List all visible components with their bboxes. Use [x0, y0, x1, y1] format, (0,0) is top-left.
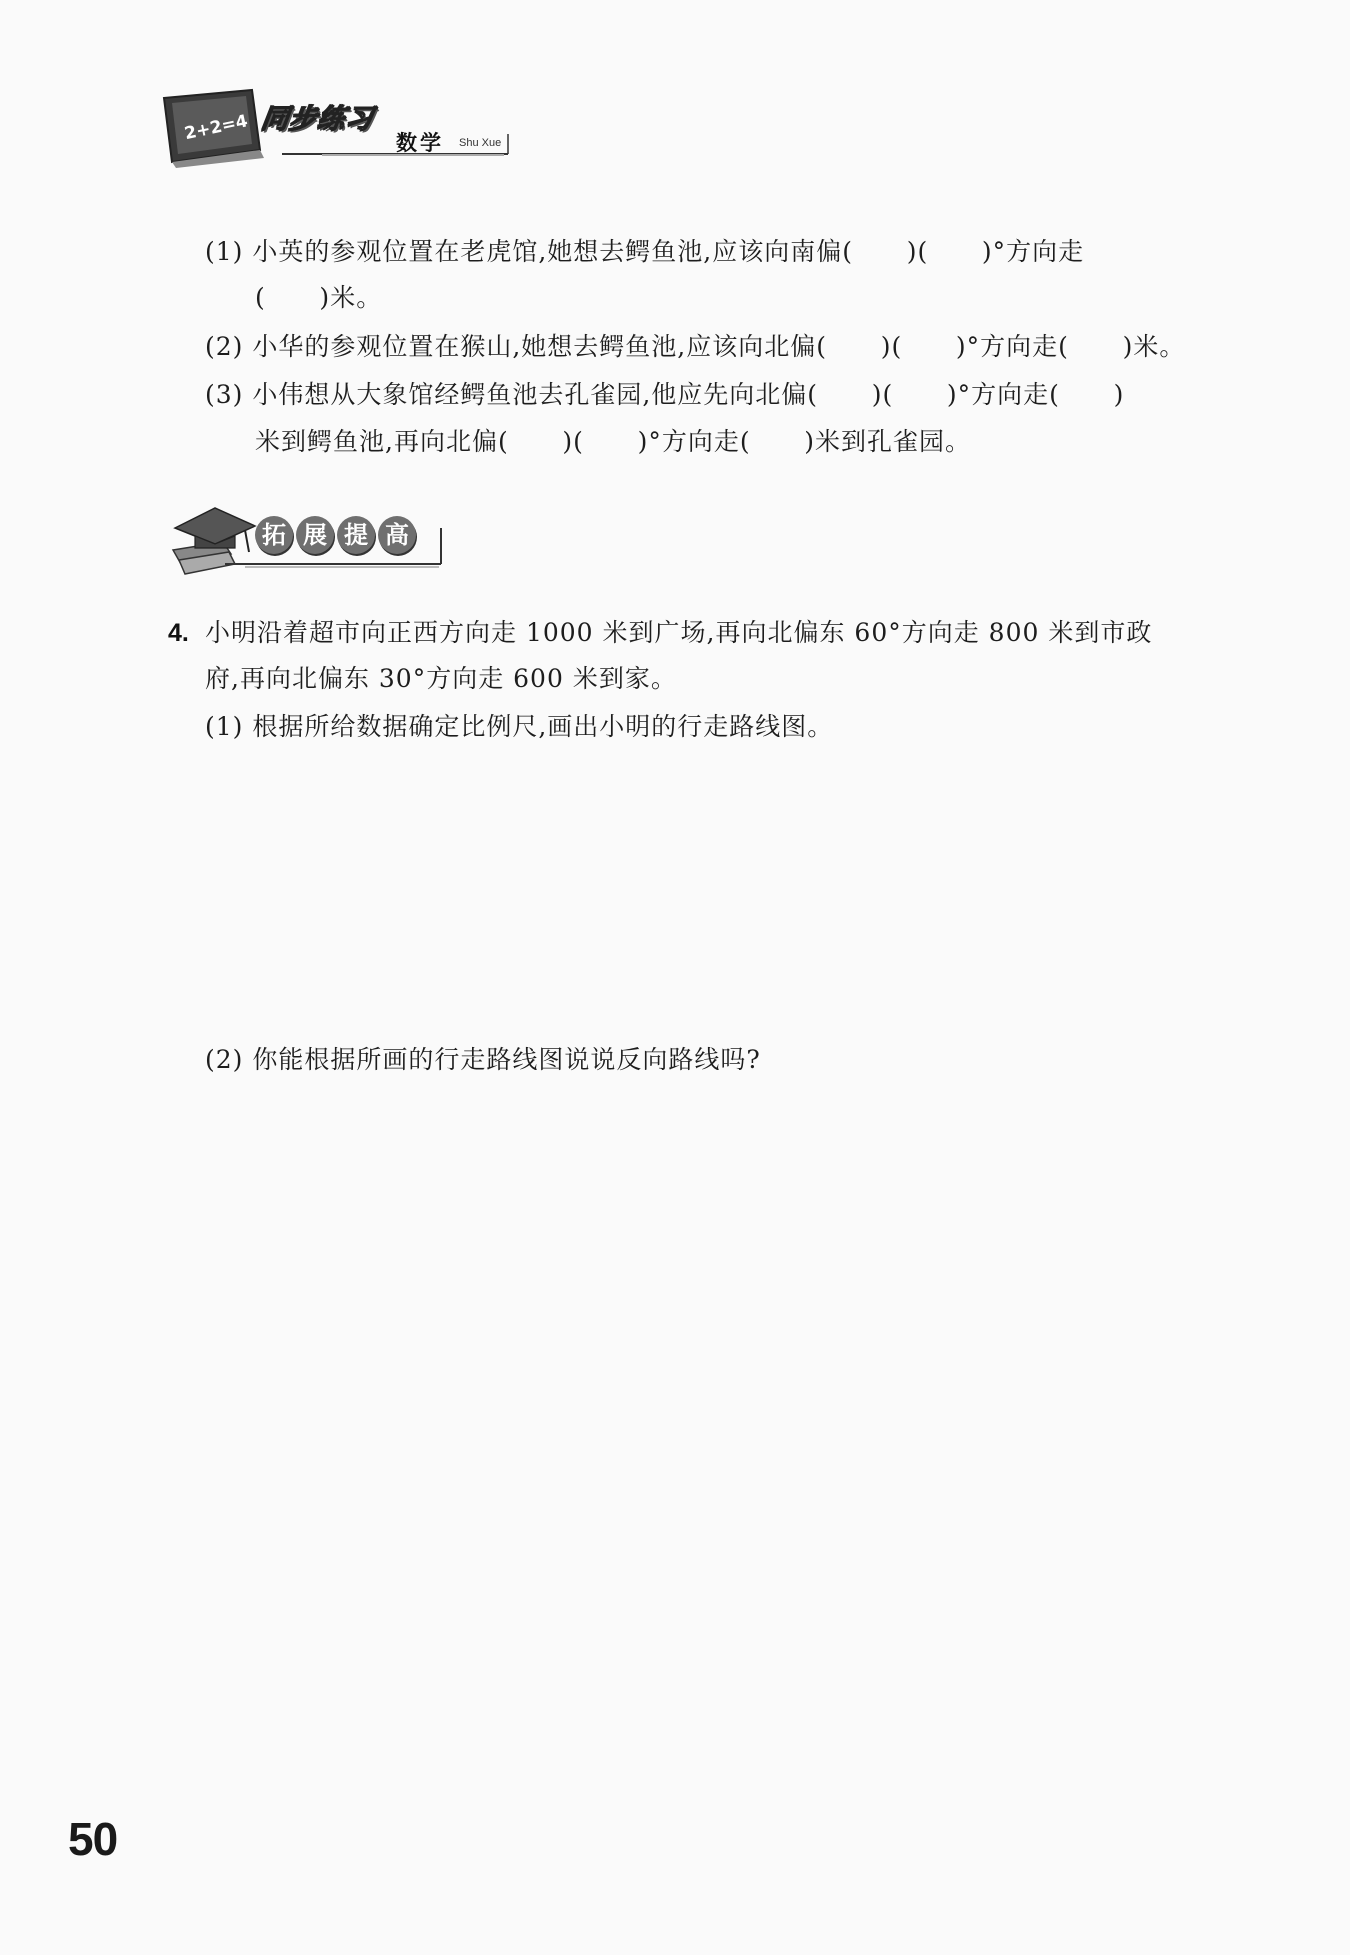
section-char: 高: [378, 516, 416, 554]
q3-sub3-line1: (3) 小伟想从大象馆经鳄鱼池去孔雀园,他应先向北偏( )( )°方向走( ): [205, 380, 1125, 409]
page-number: 50: [68, 1813, 118, 1865]
q3-sub1-line2: ( )米。: [255, 283, 383, 312]
q3-sub1-line1: (1) 小英的参观位置在老虎馆,她想去鳄鱼池,应该向南偏( )( )°方向走: [205, 237, 1085, 266]
q4-sub1: (1) 根据所给数据确定比例尺,画出小明的行走路线图。: [205, 712, 834, 741]
q4-sub2: (2) 你能根据所画的行走路线图说说反向路线吗?: [205, 1045, 761, 1074]
section-char: 提: [337, 516, 375, 554]
series-title: 同步练习: [259, 104, 376, 135]
q4-text-line1: 小明沿着超市向正西方向走 1000 米到广场,再向北偏东 60°方向走 800 米到市政: [205, 618, 1153, 647]
q4-number: 4.: [168, 619, 189, 647]
section-char: 展: [296, 516, 334, 554]
q4-text-line2: 府,再向北偏东 30°方向走 600 米到家。: [205, 664, 677, 693]
section-char: 拓: [255, 516, 293, 554]
subject-pinyin: Shu Xue: [459, 137, 502, 149]
board-formula: 2+2=4: [182, 111, 250, 145]
section-header-extension: [165, 498, 445, 578]
q3-sub2: (2) 小华的参观位置在猴山,她想去鳄鱼池,应该向北偏( )( )°方向走( )米。: [205, 332, 1186, 361]
q3-sub3-line2: 米到鳄鱼池,再向北偏( )( )°方向走( )米到孔雀园。: [255, 427, 972, 456]
section-title: [255, 516, 416, 554]
subject-label: 数学: [396, 131, 444, 155]
